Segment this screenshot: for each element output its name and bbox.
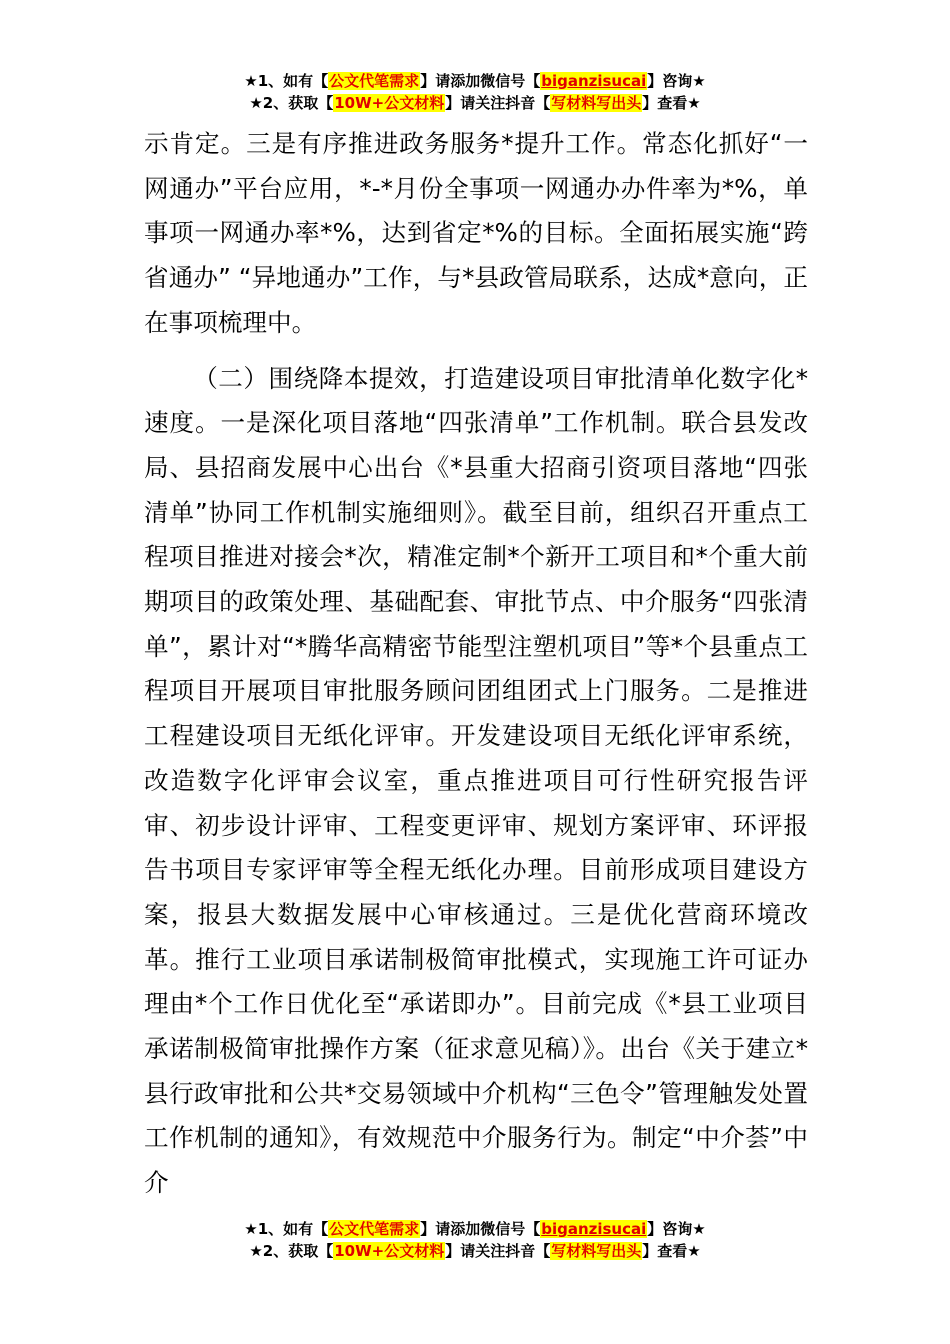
banner-text: 】请添加微信号【: [420, 72, 541, 90]
highlight-materials: 10W+公文材料: [334, 94, 445, 112]
highlight-materials: 10W+公文材料: [334, 1242, 445, 1260]
banner-text: 】查看★: [642, 94, 701, 112]
banner-text: ★2、获取【: [249, 1242, 334, 1260]
highlight-service: 公文代笔需求: [329, 1220, 420, 1238]
banner-text: ★1、如有【: [244, 1220, 329, 1238]
paragraph-continuation: 示肯定。三是有序推进政务服务*提升工作。常态化抓好“一网通办”平台应用，*-*月份全事项一网通办办件率为*%，单事项一网通办率*%，达到省定*%的目标。全面拓展实施“跨省通办” “异地通办”工作，与*县政管局联系，达成*意向，正在事项梳理中。: [144, 129, 808, 337]
document-body: [144, 122, 808, 1206]
banner-text: 】请关注抖音【: [445, 1242, 551, 1260]
banner-line-2: [0, 1240, 950, 1262]
footer-banner: [0, 1218, 950, 1262]
banner-text: 】查看★: [642, 1242, 701, 1260]
douyin-account-highlight: 写材料写出头: [551, 94, 642, 112]
banner-text: ★2、获取【: [249, 94, 334, 112]
header-banner: [0, 70, 950, 114]
banner-text: 】请关注抖音【: [445, 94, 551, 112]
banner-text: ★1、如有【: [244, 72, 329, 90]
banner-text: 】咨询★: [647, 1220, 706, 1238]
banner-line-1: [0, 70, 950, 92]
banner-line-2: [0, 92, 950, 114]
wechat-id-link[interactable]: biganzisucai: [541, 1220, 647, 1238]
douyin-account-highlight: 写材料写出头: [551, 1242, 642, 1260]
banner-line-1: [0, 1218, 950, 1240]
wechat-id-link[interactable]: biganzisucai: [541, 72, 647, 90]
highlight-service: 公文代笔需求: [329, 72, 420, 90]
banner-text: 】咨询★: [647, 72, 706, 90]
paragraph-section-2: （二）围绕降本提效，打造建设项目审批清单化数字化*速度。一是深化项目落地“四张清单”工作机制。联合县发改局、县招商发展中心出台《*县重大招商引资项目落地“四张清单”协同工作机制实施细则》。截至目前，组织召开重点工程项目推进对接会*次，精准定制*个新开工项目和*个重大前期项目的政策处理、基础配套、审批节点、中介服务“四张清单”，累计对“*腾华高精密节能型注塑机项目”等*个县重点工程项目开展项目审批服务顾问团组团式上门服务。二是推进工程建设项目无纸化评审。开发建设项目无纸化评审系统，改造数字化评审会议室，重点推进项目可行性研究报告评审、初步设计评审、工程变更评审、规划方案评审、环评报告书项目专家评审等全程无纸化办理。目前形成项目建设方案，报县大数据发展中心审核通过。三是优化营商环境改革。推行工业项目承诺制极简审批模式，实现施工许可证办理由*个工作日优化至“承诺即办”。目前完成《*县工业项目承诺制极简审批操作方案（征求意见稿）》。出台《关于建立*县行政审批和公共*交易领域中介机构“三色令”管理触发处置工作机制的通知》，有效规范中介服务行为。制定“中介荟”中介: [144, 363, 808, 1198]
banner-text: 】请添加微信号【: [420, 1220, 541, 1238]
